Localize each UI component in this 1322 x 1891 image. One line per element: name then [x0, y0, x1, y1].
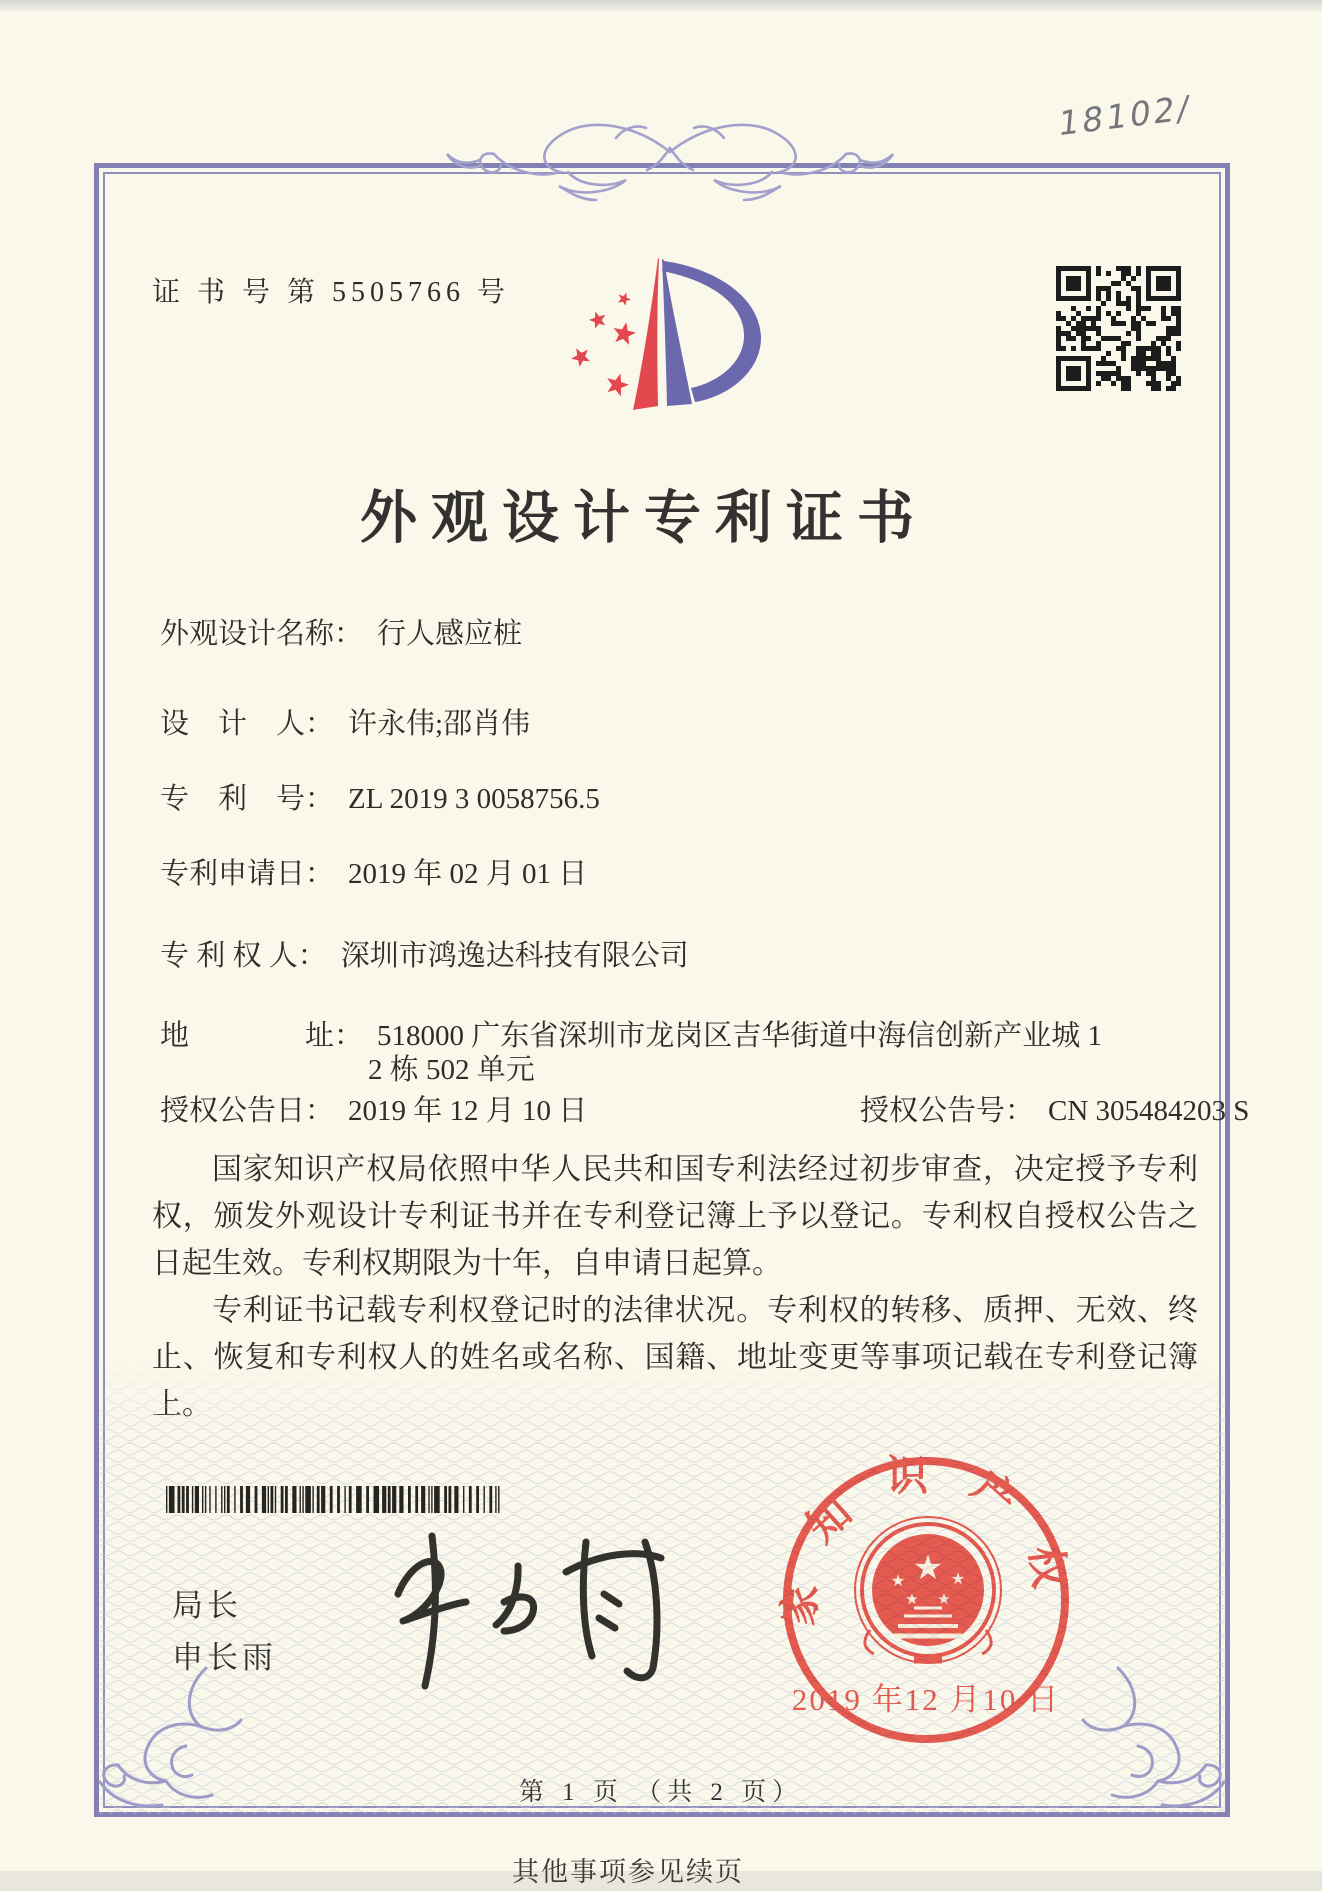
field-label: 外观设计名称：	[160, 618, 364, 650]
field-label: 专 利 号：	[160, 783, 335, 815]
field-value: 行人感应桩	[377, 618, 523, 650]
issuer-role-label: 局长	[172, 1588, 242, 1623]
bottom-cutoff-text: 其他事项参见续页	[512, 1857, 744, 1887]
field-value-grant-number: CN 305484203 S	[1048, 1095, 1250, 1127]
field-value: ZL 2019 3 0058756.5	[348, 783, 600, 815]
field-label-grant-number: 授权公告号：	[860, 1095, 1035, 1127]
field-design-name	[160, 611, 522, 652]
official-seal	[735, 1412, 1078, 1750]
field-value: 518000 广东省深圳市龙岗区吉华街道中海信创新产业城 1	[377, 1020, 1103, 1052]
field-label: 地 址：	[160, 1020, 364, 1052]
svg-text:★: ★	[937, 1592, 951, 1608]
field-patentee	[160, 933, 689, 974]
svg-text:★: ★	[950, 1571, 966, 1588]
legal-paragraph-1: 国家知识产权局依照中华人民共和国专利法经过初步审查，决定授予专利权，颁发外观设计专利证书并在专利登记簿上予以登记。专利权自授权公告之日起生效。专利权期限为十年，自申请日起算。	[152, 1153, 1198, 1280]
qr-code	[1056, 266, 1181, 391]
field-label: 专 利 权 人：	[160, 940, 327, 972]
svg-text:★: ★	[905, 1592, 919, 1608]
field-value: 2019 年 02 月 01 日	[348, 858, 588, 890]
legal-paragraph-2: 专利证书记载专利权登记时的法律状况。专利权的转移、质押、无效、终止、恢复和专利权人的姓名或名称、国籍、地址变更等事项记载在专利登记簿上。	[152, 1294, 1198, 1421]
scan-edge-artifact	[0, 0, 1322, 12]
field-value: 2019 年 12 月 10 日	[348, 1095, 588, 1127]
national-emblem-icon	[855, 1517, 1001, 1663]
certificate-title: 外观设计专利证书	[360, 487, 928, 550]
cnipa-logo	[558, 248, 770, 420]
top-ornament-flourish-icon	[420, 108, 920, 203]
barcode	[166, 1486, 504, 1513]
field-application-date	[160, 851, 587, 892]
field-value: 深圳市鸿逸达科技有限公司	[340, 940, 689, 972]
field-value: 许永伟;邵肖伟	[348, 708, 531, 740]
svg-text:★: ★	[890, 1573, 906, 1590]
field-address-line2: 2 栋 502 单元	[368, 1054, 535, 1086]
field-label: 专利申请日：	[160, 858, 335, 890]
field-label: 授权公告日：	[160, 1095, 335, 1127]
svg-text:★: ★	[912, 1550, 944, 1587]
field-grant-row	[160, 1088, 1250, 1129]
seal-date: 2019 年12 月10 日	[791, 1682, 1061, 1717]
page-number: 第 1 页 （共 2 页）	[518, 1779, 804, 1806]
field-address	[160, 1013, 1102, 1054]
field-designer	[160, 701, 530, 742]
field-label: 设 计 人：	[160, 708, 335, 740]
seal-ring-text: 国家知识产权局	[735, 1412, 1076, 1629]
issuer-name: 申长雨	[172, 1640, 277, 1675]
certificate-number: 证 书 号 第 5505766 号	[152, 277, 511, 308]
director-signature	[368, 1528, 698, 1703]
field-patent-number	[160, 776, 600, 817]
handwritten-note: 18102/	[1056, 87, 1194, 144]
